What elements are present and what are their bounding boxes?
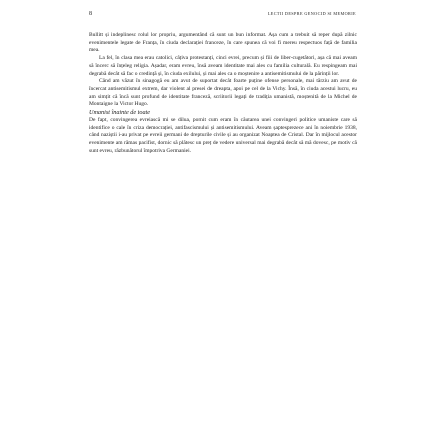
running-head: LECTII DESPRE GENOCID SI MEMORIE bbox=[267, 11, 356, 16]
body-text bbox=[89, 32, 357, 156]
section-title: Umanist înainte de toate bbox=[89, 109, 151, 117]
paragraph: La fel, în clasa mea erau catolici, câțiva protestanți, cinci evrei, precum și fiii de liber-cugetători, așa că mai aveam să încerc să înțeleg religia. Așadar, eram evreu, însă aveam identitate mai ales cu familia culturală. Eu respingeam mai degrabă decât să fac o credință și, în ciuda exilului, și mai ales ca o moștenire a antisemitismului de la părinții lor. bbox=[89, 55, 357, 77]
page-number: 8 bbox=[89, 11, 93, 17]
paragraph: De fapt, convingerea evreiască mi se dilua, pornit cum eram în căutarea unei convingeri politice umaniste care să identifice o cale în criza democrației, antifascismului și antisemitismului. Aveam șaptesprezece ani în noiembrie 1938, când naziștii i-au privat pe evreii germani de drepturile civile și au organizat Noaptea de Cristal. Dar în mijlocul acestor evenimente am rămas pacifist, dornic să plătesc un preț de vedere universal mai degrabă decât să mă dovesc, pe motiv că sunt evreu, răzbunătorul împotriva Germaniei. bbox=[89, 117, 357, 154]
page-header bbox=[89, 11, 356, 23]
paragraph: Când am văzut în sinagogă eu am avut de suportat decât foarte puține ofense personale, mai tărziu am avut de încercat antisemitismul extrem, dar violent al presei de dreapta, apoi pe cel de la Vichy. Însă, în ciuda acestui lucru, eu am simțit că încă sunt profund de identitate franceză, scriitorii legați de tradiția umanistă, moștenită de la Michel de Montaigne la Victor Hugo. bbox=[89, 78, 357, 108]
paragraph: Bullitt și indeplinesc rolul lor propriu, argumentând că sunt un bun informat. Așa cum a trebuit să reper după zilnic evenimentele legate de Franța, în ciuda declarației franceze, în care spunea că voi fi mereu respectuos față de familia mea. bbox=[89, 32, 357, 54]
